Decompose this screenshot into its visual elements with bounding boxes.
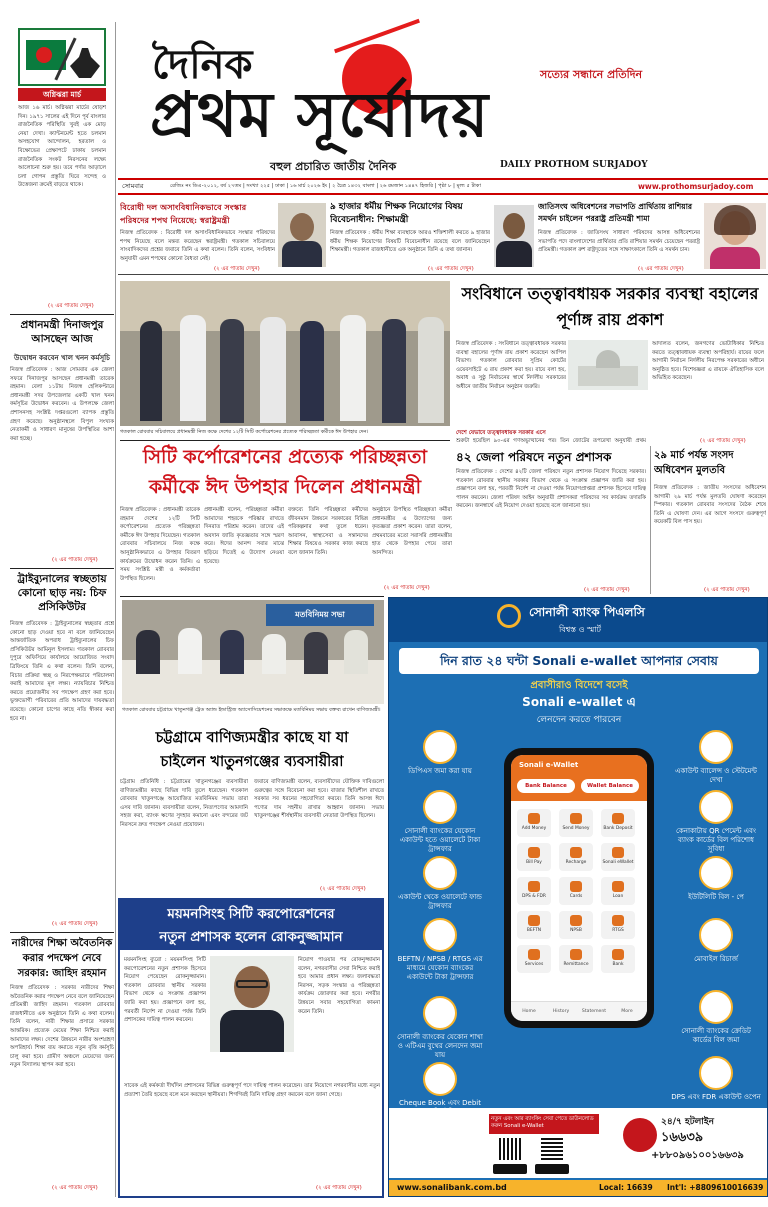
sonali-bank-ad[interactable] xyxy=(388,597,768,1197)
ctg-more[interactable]: (২ এর পাতায় দেখুন) xyxy=(320,886,366,892)
ad-footer-intl[interactable]: Int'l: +8809610016639 xyxy=(667,1183,764,1192)
phone-tile[interactable]: Recharge xyxy=(559,843,593,871)
sidebar-intro: আজ ১৬ মার্চ। অগ্নিঝরা মার্চের ষোড়শ দিন। ১৯৭১ সালের এই দিনে পূর্ব বাংলার রাজনৈতিক পরিস্থিতি খুবই এক মোড় নেয়া দেখা। ক্যান্টনমেন্ট হতে চলমান অসহযোগ আন্দোলন, হরতাল ও বিক্ষোভের প্রেক্ষাপটে ঢাকায় চলমান রাজনৈতিক সংকট নিরসনের লক্ষ্যে আলোচনা শুরু হয়। তবে পর্দার আড়ালে চলা গোপন প্রস্তুতি ঘিরে সন্দেহ ও উত্তেজনা ক্রমেই বাড়তে থাকে। xyxy=(18,105,106,189)
ctg-caption: গতকাল রোববার চট্টগ্রামে খাতুনগঞ্জ ট্রেড অ্যান্ড ইন্ডাস্ট্রিজ অ্যাসোসিয়েশনের সভাকক্ষে মতবিনিময় সভায় বক্তব্য রাখেন বাণিজ্যমন্ত্রী। xyxy=(122,707,381,713)
ad-hotline-icon xyxy=(623,1118,657,1152)
qr-code-icon xyxy=(699,790,733,824)
ad-phone-bank-balance[interactable]: Bank Balance xyxy=(517,779,575,793)
sidebar-story1-body: নিজস্ব প্রতিবেদক : আজ সোমবার এক জেলা সফরে দিনাজপুর আসছেন প্রধানমন্ত্রী তারেক রহমান। বেলা ১১টায় নিজস্ব হেলিকপ্টারে প্রধানমন্ত্রী সদর উপজেলার একটি খাল খনন কর্মসূচির উদ্বোধন করবেন। এ উপলক্ষে জেলা প্রশাসনসহ সংশ্লিষ্ট দপ্তরগুলো ব্যাপক প্রস্তুতি গ্রহণ করেছে। অনুষ্ঠানস্থলে বিপুল সংখ্যক নেতাকর্মী ও সাধারণ মানুষের উপস্থিতির আশা করা হচ্ছে। xyxy=(10,367,114,442)
city-col4: অনুষ্ঠানে উপস্থিত পরিচ্ছন্নতা কর্মীরা প্রধানমন্ত্রীর এ উদ্যোগের জন্য কৃতজ্ঞতা প্রকাশ করেন। তারা বলেন, প্রথমবারের মতো সরাসরি প্রধানমন্ত্রীর হাত থেকে উপহার পেয়ে তারা আনন্দিত। xyxy=(372,507,452,556)
phone-tile[interactable]: Bank xyxy=(601,945,635,973)
mymensingh-headline-line2[interactable]: নতুন প্রশাসক হলেন রোকনুজ্জামান xyxy=(159,929,343,945)
city-more[interactable]: (২ এর পাতায় দেখুন) xyxy=(384,585,430,591)
mymensingh-headline-line1[interactable]: ময়মনসিংহ সিটি করপোরেশনের xyxy=(167,906,335,922)
sidebar-flag-logo xyxy=(18,28,106,86)
top-strip xyxy=(118,199,768,275)
phone-tile[interactable]: Sonali eWallet xyxy=(601,843,635,871)
ad-phone-mockup xyxy=(504,748,654,1028)
ad-phone-app-name: Sonali e-Wallet xyxy=(519,761,579,769)
mymensingh-body-right: নিয়োগ পাওয়ার পর রোকনুজ্জামান বলেন, নগরবাসীর সেবা নিশ্চিত করাই হবে আমার প্রধান লক্ষ্য। জলাবদ্ধতা নিরসন, সড়ক সংস্কার ও পরিচ্ছন্নতা কার্যক্রম জোরদার করা হবে। নগরীর উন্নয়নে সবার সহযোগিতা কামনা করেন তিনি। xyxy=(298,957,380,1015)
utility-bill-icon xyxy=(699,856,733,890)
mymensingh-more[interactable]: (২ এর পাতায় দেখুন) xyxy=(316,1185,362,1191)
mymensingh-bottom: সাবেক এই কর্মকর্তা দীর্ঘদিন প্রশাসনের বিভিন্ন গুরুত্বপূর্ণ পদে দায়িত্ব পালন করেছেন। তার নিয়োগে নগরবাসীর মধ্যে নতুন প্রত্যাশা তৈরি হয়েছে বলে মনে করছেন স্থানীয়রা। শিগগিরই তিনি দায়িত্ব গ্রহণ করবেন বলে জানা গেছে। xyxy=(124,1083,380,1098)
ad-logo-icon xyxy=(497,604,521,628)
ad-feature-right-2: কেনাকাটায় QR পেমেন্ট এবং ব্যাংক কার্ডের বিল পরিশোধ সুবিধা xyxy=(671,790,761,854)
top-story2-photo xyxy=(494,205,534,267)
ad-phone-screen xyxy=(511,755,647,1021)
ad-sub2: Sonali e-wallet এ xyxy=(522,695,636,709)
atm-icon xyxy=(423,996,457,1030)
cheque-book-icon xyxy=(423,1062,457,1096)
dps-fdr-icon xyxy=(699,1056,733,1090)
story42-body: নিজস্ব প্রতিবেদক : দেশের ৪২টি জেলা পরিষদে নতুন প্রশাসক নিয়োগ দিয়েছে সরকার। গতকাল রোববার স্থানীয় সরকার বিভাগ থেকে এ সংক্রান্ত প্রজ্ঞাপন জারি করা হয়। প্রজ্ঞাপনে বলা হয়, পরবর্তী নির্দেশ না দেওয়া পর্যন্ত নিয়োগপ্রাপ্তরা প্রশাসক হিসেবে দায়িত্ব পালন করবেন। জেলা পরিষদ আইন অনুযায়ী প্রশাসকরা পরিষদের সব কার্যক্রম তদারকি করবেন। জনস্বার্থে এই নিয়োগ দেওয়া হয়েছে বলে জানানো হয়। xyxy=(456,469,646,510)
masthead-tagline: বহুল প্রচারিত জাতীয় দৈনিক xyxy=(270,160,397,173)
sidebar-story2-more[interactable]: (২ এর পাতায় দেখুন) xyxy=(52,921,98,927)
ad-hotline-long[interactable]: +৮৮০৯৬১০০১৬৬৩৯ xyxy=(651,1150,744,1161)
phone-tile[interactable]: Cards xyxy=(559,877,593,905)
ad-feature-right-5: সোনালী ব্যাংকের ক্রেডিট কার্ডের বিল জমা xyxy=(671,990,761,1045)
ad-feature-left-4: BEFTN / NPSB / RTGS এর মাধ্যমে যেকোন ব্যাংকের একাউন্টে টাকা ট্রান্সফার xyxy=(395,918,485,982)
info-details: রেজিঃ নং ডিএ-২০১২, বর্ষ ২৭তম | সংখ্যা ২২৫ | ঢাকা | ১৬ মার্চ ২০২৬ ইং | ২ চৈত্র ১৪৩২ বাংলা | ২৬ রমজান ১৪৪৭ হিজরি | পৃষ্ঠা ৮ | মূল্য ৫ টাকা xyxy=(170,183,481,189)
sidebar-story1-more[interactable]: (২ এর পাতায় দেখুন) xyxy=(52,557,98,563)
sidebar-story1-headline[interactable]: প্রধানমন্ত্রী দিনাজপুর আসছেন আজ xyxy=(20,319,104,345)
ad-qr-code-1[interactable] xyxy=(499,1138,521,1160)
top-story1-more[interactable]: (২ এর পাতায় দেখুন) xyxy=(214,266,260,272)
mymensingh-photo xyxy=(210,956,294,1052)
ad-google-play-badge[interactable] xyxy=(493,1164,527,1174)
ad-hotline-short[interactable]: ১৬৬৩৯ xyxy=(661,1130,704,1145)
story42-more[interactable]: (২ এর পাতায় দেখুন) xyxy=(584,587,630,593)
sidebar-story3-more[interactable]: (২ এর পাতায় দেখুন) xyxy=(52,1185,98,1191)
sidebar-story2-headline[interactable]: ট্রাইব্যুনালের স্বচ্ছতায় কোনো ছাড় নয়: চিফ প্রসিকিউটর xyxy=(17,573,107,613)
ctg-headline-line1[interactable]: চট্টগ্রামে বাণিজ্যমন্ত্রীর কাছে যা যা xyxy=(155,729,349,746)
masthead-daily: দৈনিক xyxy=(152,41,253,88)
ad-feature-left-1: ডিপিএস জমা করা যায় xyxy=(395,730,485,776)
phone-tile[interactable]: Add Money xyxy=(517,809,551,837)
top-story1-body: নিজস্ব প্রতিবেদক : বিরোধী দল অসাংবিধানিকভাবে সংস্কার পরিষদের শপথ নিয়েছে বলে মন্তব্য করেছেন স্বরাষ্ট্রমন্ত্রী। গতকাল সচিবালয়ে সাংবাদিকদের প্রশ্নের জবাবে তিনি এ কথা বলেন। তিনি বলেন, সংবিধান অনুযায়ী এমন শপথের কোনো বৈধতা নেই। xyxy=(120,230,275,262)
phone-tile[interactable]: NPSB xyxy=(559,911,593,939)
masthead-title[interactable]: প্রথম সূর্যোদয় xyxy=(150,78,490,151)
ad-hotline-label: ২৪/৭ হটলাইন xyxy=(661,1117,714,1127)
ad-brand-tag: বিশ্বস্ত ও স্মার্ট xyxy=(559,625,601,634)
phone-nav-history[interactable]: History xyxy=(552,1009,570,1014)
ad-feature-right-6: DPS এবং FDR একাউন্ট ওপেন xyxy=(671,1056,761,1102)
left-column xyxy=(8,22,116,1197)
ad-feature-left-2: সোনালী ব্যাংকের যেকোন একাউন্ট হতে ওয়ালেটে টাকা ট্রান্সফার xyxy=(395,790,485,854)
ad-phone-wallet-balance[interactable]: Wallet Balance xyxy=(581,779,639,793)
story29-more[interactable]: (২ এর পাতায় দেখুন) xyxy=(704,587,750,593)
ad-headline: দিন রাত ২৪ ঘন্টা Sonali e-wallet আপনার সেবায় xyxy=(440,653,718,668)
ad-feature-right-4: মোবাইল রিচার্জ xyxy=(671,918,761,964)
phone-tile[interactable]: Services xyxy=(517,945,551,973)
ad-footer-site[interactable]: www.sonalibank.com.bd xyxy=(397,1183,507,1192)
lead-body-left: নিজস্ব প্রতিবেদক : সংবিধানে তত্ত্বাবধায়ক সরকার ব্যবস্থা বহালের পূর্ণাঙ্গ রায় প্রকাশ করেছেন আপিল বিভাগ। গতকাল রোববার সুপ্রিম কোর্টের ওয়েবসাইটে এ রায় প্রকাশ করা হয়। রায়ে বলা হয়, অবাধ ও সুষ্ঠু নির্বাচনের স্বার্থে নির্দলীয় সরকারের অধীনে জাতীয় নির্বাচন অনুষ্ঠান জরুরি। xyxy=(456,341,566,390)
dps-icon xyxy=(423,730,457,764)
statement-icon xyxy=(699,730,733,764)
ad-app-store-badge[interactable] xyxy=(535,1164,569,1174)
mymensingh-box xyxy=(118,898,384,1198)
phone-tile[interactable]: Remittance xyxy=(559,945,593,973)
ad-feature-right-3: ইউটিলিটি বিল - পে xyxy=(671,856,761,902)
lead-photo-caption: গতকাল রোববার সচিবালয়ে প্রধানমন্ত্রী নিজ কক্ষে দেশের ১২টি সিটি কর্পোরেশনের প্রত্যেক পরিচ্ছন্নতা কর্মীকে ঈদ উপহার দেন। xyxy=(120,429,369,435)
bank-transfer-icon xyxy=(423,790,457,824)
lead-box-text: শুরুটা হয়েছিল ৯০-এর গণঅভ্যুত্থানের পর। তিন জোটের রূপরেখা অনুযায়ী প্রথম xyxy=(456,438,646,444)
top-story3-headline[interactable]: জাতিসংঘ অধিবেশনের সভাপতি প্রার্থিতায় রাশিয়ার সমর্থন চাইলেন পররাষ্ট্র প্রতিমন্ত্রী শামা xyxy=(538,202,693,223)
ad-feature-right-1: একাউন্ট ব্যালেন্স ও স্টেটমেন্ট দেখা xyxy=(671,730,761,785)
top-story3-photo xyxy=(704,203,766,269)
ad-feature-left-5: সোনালী ব্যাংকের যেকোন শাখা ও এটিএম বুথের লেনদেন জমা যায় xyxy=(395,996,485,1060)
credit-card-icon xyxy=(699,990,733,1024)
phone-nav-home[interactable]: Home xyxy=(522,1009,536,1014)
phone-nav-more[interactable]: More xyxy=(621,1009,633,1014)
ad-qr-code-2[interactable] xyxy=(541,1138,563,1160)
city-col2: প্রধানমন্ত্রী বলেন, পরিচ্ছন্নতা কর্মীরা আমাদের শহরকে পরিষ্কার রাখতে দিনরাত পরিশ্রম করেন। তাদের এই অবদান জাতি কৃতজ্ঞতার সঙ্গে স্মরণ করে। ঈদের আনন্দ সবার মাঝে ছড়িয়ে দিতেই এ উদ্যোগ নেওয়া হয়েছে। xyxy=(204,507,284,565)
info-website[interactable]: www.prothomsurjadoy.com xyxy=(638,182,754,191)
fund-transfer-icon xyxy=(423,856,457,890)
city-col3: বক্তব্যে তিনি পরিচ্ছন্নতা কর্মীদের জীবনমান উন্নয়নে সরকারের বিভিন্ন পরিকল্পনার কথা তুলে ধরেন। আবাসন, স্বাস্থ্যসেবা ও সন্তানদের শিক্ষার বিষয়েও সরকার কাজ করছে বলে জানান তিনি। xyxy=(288,507,368,556)
mobile-recharge-icon xyxy=(699,918,733,952)
ctg-body-left: চট্টগ্রাম প্রতিনিধি : চট্টগ্রামের খাতুনগঞ্জের ব্যবসায়ীরা বাণিজ্যমন্ত্রীর কাছে বিভিন্ন দাবি তুলে ধরেছেন। গতকাল রোববার খাতুনগঞ্জে আয়োজিত মতবিনিময় সভায় তারা এসব দাবি জানান। ব্যবসায়ীরা বলেন, নিত্যপণ্যের আমদানি সহজ করা, ব্যাংক ঋণের সুদহার কমানো এবং বন্দরের জট নিরসনে দ্রুত পদক্ষেপ নেওয়া প্রয়োজন। xyxy=(120,779,248,828)
top-story2-body: নিজস্ব প্রতিবেদক : ধর্মীয় শিক্ষা ব্যবস্থাকে আরও শক্তিশালী করতে ৯ হাজার ধর্মীয় শিক্ষক নিয়োগের বিষয়টি বিবেচনাধীন রয়েছে বলে জানিয়েছেন শিক্ষামন্ত্রী। গতকাল রাজধানীতে এক অনুষ্ঠানে তিনি এ তথ্য জানান। xyxy=(330,230,490,254)
info-bar xyxy=(118,178,768,195)
phone-nav-statement[interactable]: Statement xyxy=(581,1009,607,1014)
top-story2-headline[interactable]: ৯ হাজার ধর্মীয় শিক্ষক নিয়োগের বিষয় বিবেচনাধীন: শিক্ষামন্ত্রী xyxy=(330,202,463,225)
lead-box-title: দেশে যেভাবে তত্ত্বাবধায়ক সরকার এসে xyxy=(456,430,546,436)
sidebar-story2-body: নিজস্ব প্রতিবেদক : ট্রাইব্যুনালের স্বচ্ছতার প্রশ্নে কোনো ছাড় দেওয়া হবে না বলে জানিয়েছেন আন্তর্জাতিক অপরাধ ট্রাইব্যুনালের চিফ প্রসিকিউটর আমিনুল ইসলাম। গতকাল রোববার দুপুরে অফিসিয়ে কার্যালয়ে আয়োজিত সংবাদ ব্রিফিংয়ে তিনি এ কথা বলেন। তিনি বলেন, বিচার প্রক্রিয়া স্বচ্ছ ও নিরপেক্ষভাবে পরিচালনা করাই আমাদের মূল লক্ষ্য। ন্যায়বিচার নিশ্চিত করতে প্রয়োজনীয় সব পদক্ষেপ গ্রহণ করা হবে। ভুক্তভোগী পরিবারের প্রতি আমাদের দায়বদ্ধতা রয়েছে। কোনো চাপের কাছে নতি স্বীকার করা হবে না। xyxy=(10,621,114,722)
sidebar-intro-more[interactable]: (২ এর পাতায় দেখুন) xyxy=(48,303,94,309)
story29-body: নিজস্ব প্রতিবেদক : জাতীয় সংসদের অধিবেশন আগামী ২৯ মার্চ পর্যন্ত মুলতবি ঘোষণা করেছেন স্পিকার। গতকাল রোববার সংসদের বৈঠক শেষে তিনি এ ঘোষণা দেন। এর আগে সংসদে গুরুত্বপূর্ণ কয়েকটি বিল পাস হয়। xyxy=(654,485,766,526)
ad-sub3: লেনদেন করতে পারবেন xyxy=(536,715,622,725)
ad-download-text: নতুন এবং আর ব্যাংকিং সেবা পেতে ডাউনলোড করুন Sonali e-Wallet xyxy=(489,1114,599,1134)
phone-tile[interactable]: Send Money xyxy=(559,809,593,837)
beftn-icon xyxy=(423,918,457,952)
phone-tile[interactable]: DPS & FDR xyxy=(517,877,551,905)
sidebar-story3-body: নিজস্ব প্রতিবেদক : সরকার নারীদের শিক্ষা অবৈতনিক করার পদক্ষেপ নেবে বলে জানিয়েছেন প্রতিমন্ত্রী জাহিদ রহমান। গতকাল রোববার রাজধানীতে এক অনুষ্ঠানে তিনি এ কথা বলেন। তিনি বলেন, নারী শিক্ষার প্রসারে সরকার আন্তরিক। প্রত্যেক মেয়ের শিক্ষা নিশ্চিত করাই আমাদের লক্ষ্য। দেশের উন্নয়নে নারীর অংশগ্রহণ অপরিহার্য। শিক্ষা ব্যয় কমাতে নতুন বৃত্তি কর্মসূচি চালু করা হবে। গ্রামীণ অঞ্চলে মেয়েদের জন্য নতুন বিদ্যালয় স্থাপন করা হবে। xyxy=(10,985,114,1069)
story29-headline[interactable]: ২৯ মার্চ পর্যন্ত সংসদ অধিবেশন মুলতবি xyxy=(654,450,734,476)
ad-footer-local[interactable]: Local: 16639 xyxy=(599,1183,653,1192)
lead-headline[interactable]: সংবিধানে তত্ত্বাবধায়ক সরকার ব্যবস্থা বহালের পূর্ণাঙ্গ রায় প্রকাশ xyxy=(461,284,759,329)
masthead-slogan: সত্যের সন্ধানে প্রতিদিন xyxy=(540,68,643,81)
ad-sub1: প্রবাসীরাও বিদেশে বসেই xyxy=(530,680,628,691)
masthead-english: DAILY PROTHOM SURJADOY xyxy=(500,160,648,170)
story42-headline[interactable]: ৪২ জেলা পরিষদে নতুন প্রশাসক xyxy=(456,450,612,464)
mymensingh-body-left: ময়মনসিংহ ব্যুরো : ময়মনসিংহ সিটি করপোরেশনের নতুন প্রশাসক হিসেবে নিয়োগ পেয়েছেন রোকনুজ্জামান। গতকাল রোববার স্থানীয় সরকার বিভাগ থেকে এ সংক্রান্ত প্রজ্ঞাপন জারি করা হয়। প্রজ্ঞাপনে বলা হয়, পরবর্তী নির্দেশ না দেওয়া পর্যন্ত তিনি প্রশাসকের দায়িত্ব পালন করবেন। xyxy=(124,957,206,1024)
top-story2-more[interactable]: (২ এর পাতায় দেখুন) xyxy=(428,266,474,272)
ctg-body-right: জবাবে বাণিজ্যমন্ত্রী বলেন, ব্যবসায়ীদের যৌক্তিক দাবিগুলো গুরুত্বের সঙ্গে বিবেচনা করা হবে। বাজার স্থিতিশীল রাখতে সরকার সব ধরনের সহযোগিতা করবে। তিনি আসন্ন ঈদে পণ্যের দাম সহনীয় রাখার আহ্বান জানান। সভায় খাতুনগঞ্জের শীর্ষস্থানীয় ব্যবসায়ী নেতারা উপস্থিত ছিলেন। xyxy=(254,779,384,820)
ad-brand: সোনালী ব্যাংক পিএলসি xyxy=(529,605,645,619)
sidebar-story3-headline[interactable]: নারীদের শিক্ষা অবৈতনিক করার পদক্ষেপ নেবে সরকার: জাহিদ রহমান xyxy=(11,938,113,979)
lead-more[interactable]: (২ এর পাতায় দেখুন) xyxy=(700,438,746,444)
ad-feature-left-3: একাউন্ট থেকে ওয়ালেটে ফান্ড ট্রান্সফার xyxy=(395,856,485,911)
ad-feature-left-6: Cheque Book এবং Debit xyxy=(395,1062,485,1117)
phone-tile[interactable]: BEFTN xyxy=(517,911,551,939)
phone-tile[interactable]: Bill Pay xyxy=(517,843,551,871)
city-headline-line2[interactable]: কর্মীকে ঈদ উপহার দিলেন প্রধানমন্ত্রী xyxy=(148,476,422,498)
top-story1-photo xyxy=(278,203,326,267)
phone-tile[interactable]: Bank Deposit xyxy=(601,809,635,837)
city-col1: নিজস্ব প্রতিবেদক : প্রধানমন্ত্রী তারেক রহমান দেশের ১২টি সিটি কর্পোরেশনের প্রত্যেক পরিচ্ছন্নতা কর্মীকে ঈদ উপহার দিয়েছেন। গতকাল রোববার সচিবালয়ে নিজ কক্ষে আনুষ্ঠানিকভাবে এ উপহার বিতরণ কার্যক্রমের উদ্বোধন করেন তিনি। এ সময় সংশ্লিষ্ট মন্ত্রী ও কর্মকর্তারা উপস্থিত ছিলেন। xyxy=(120,507,200,582)
lead-court-photo xyxy=(568,340,648,390)
ctg-headline-line2[interactable]: চাইলেন খাতুনগঞ্জের ব্যবসায়ীরা xyxy=(160,753,344,770)
city-headline-line1[interactable]: সিটি কর্পোরেশনের প্রত্যেক পরিচ্ছন্নতা xyxy=(143,446,427,468)
sidebar-story1-sub: উদ্বোধন করবেন খাল খনন কর্মসূচি xyxy=(14,353,110,362)
ctg-photo-banner: মতবিনিময় সভা xyxy=(266,604,374,626)
ctg-photo xyxy=(122,600,384,704)
sidebar-badge: অগ্নিঝরা মার্চ xyxy=(18,88,106,101)
masthead xyxy=(120,30,760,176)
lead-body-right: আদালত বলেন, জনগণের ভোটাধিকার নিশ্চিত করতে তত্ত্বাবধায়ক ব্যবস্থা অপরিহার্য। রায়ের ফলে আগামী নির্বাচন নির্দলীয় নিরপেক্ষ সরকারের অধীনে অনুষ্ঠিত হবে। বিশেষজ্ঞরা এ রায়কে ঐতিহাসিক বলে অভিহিত করেছেন। xyxy=(652,341,764,382)
top-story3-body: নিজস্ব প্রতিবেদক : জাতিসংঘ সাধারণ পরিষদের আসন্ন অধিবেশনের সভাপতি পদে বাংলাদেশের প্রার্থিতার প্রতি রাশিয়ার সমর্থন চেয়েছেন পররাষ্ট্র প্রতিমন্ত্রী। গতকাল রুশ রাষ্ট্রদূতের সঙ্গে সাক্ষাৎকালে তিনি এ সমর্থন চান। xyxy=(538,230,700,254)
top-story1-headline[interactable]: বিরোধী দল অসাংবিধানিকভাবে সংস্কার পরিষদের শপথ নিয়েছে: স্বরাষ্ট্রমন্ত্রী xyxy=(120,202,247,225)
top-story3-more[interactable]: (২ এর পাতায় দেখুন) xyxy=(638,266,684,272)
info-day: সোমবার xyxy=(122,182,144,190)
phone-tile[interactable]: Loan xyxy=(601,877,635,905)
phone-tile[interactable]: RTGS xyxy=(601,911,635,939)
lead-photo xyxy=(120,281,450,426)
